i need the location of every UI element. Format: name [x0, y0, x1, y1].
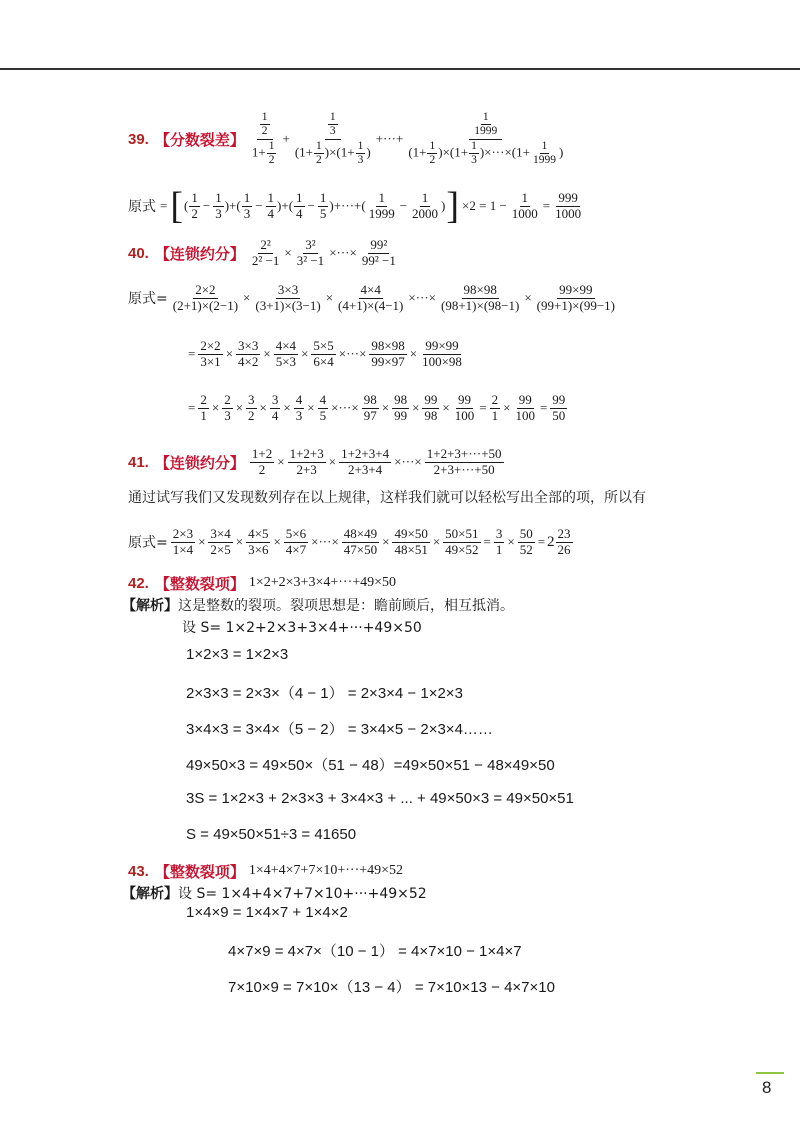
problem-40-line-1: 原式= $\frac{2\times 2}{(2+1)\times(2-1)}$ × $\frac{3\times 3}{(3+1)\times(3-1)}$ × $\frac{4\times 4}{(4+1)\times(4-1)}$ ×···× $\frac{98\times 98}{(98+1)\times(98-1)}$ × $\frac{99\times 99}{(99+1)\times(99-1)}$ [128, 281, 615, 313]
problem-tag: 【连锁约分】 [154, 453, 245, 472]
calc-line: 1×2×3 = 1×2×3 [186, 646, 289, 663]
page-content [122, 100, 748, 998]
problem-tag: 【整数裂项】 [154, 862, 245, 881]
problem-41-text: 通过试写我们又发现数列存在以上规律，这样我们就可以轻松写出全部的项，所以有 [128, 490, 646, 506]
problem-tag: 【整数裂项】 [154, 574, 245, 593]
calc-line: 7×10×9 = 7×10×（13 − 4） = 7×10×13 − 4×7×10 [228, 979, 555, 996]
problem-number: 42. [128, 574, 149, 592]
header-rule [0, 68, 800, 70]
problem-number: 40. [128, 244, 149, 262]
calc-line: 3S = 1×2×3 + 2×3×3 + 3×4×3 + ... + 49×50×3 = 49×50×51 [186, 790, 574, 807]
calc-line: 49×50×3 = 49×50×（51 − 48）=49×50×51 − 48×49×50 [186, 757, 555, 774]
problem-41-solution: 原式= $\frac{2\times 3}{1\times 4}$ × $\frac{3\times 4}{2\times 5}$ × $\frac{4\times 5}{3\times 6}$ × $\frac{5\times 6}{4\times 7}$ ×···× $\frac{48\times 49}{47\times 50}$ × $\frac{49\times 50}{48\times 51}$ × $\frac{50\times 51}{49\times 52}$ = $\frac{3}{1}$ × $\frac{50}{52}$ = 2 $\frac{23}{26}$ [128, 525, 571, 557]
problem-tag: 【分数裂差】 [154, 130, 245, 149]
problem-41-statement: 41. 【连锁约分】 $\frac{1+2}{2}$ × $\frac{1+2+3}{2+3}$ × $\frac{1+2+3+4}{2+3+4}$ ×···× $\frac{1+2+3+\cdot\cdot\cdot+50}{2+3+\cdot\cdot\cdot+50}$ [128, 445, 502, 477]
page-number: 8 [762, 1078, 772, 1097]
term-fraction: $\frac{1}{2}$ 1+ $\frac{1}{2}$ [251, 111, 275, 166]
problem-42-analysis: 【解析】 这是整数的裂项。裂项思想是：瞻前顾后，相互抵消。 [122, 598, 514, 614]
term-fraction: $\frac{1}{3}$ (1+ $\frac{1}{2}$ )×(1+ $\frac{1}{3}$ ) [294, 111, 371, 166]
problem-43-steps [186, 904, 748, 998]
problem-39-solution: 原式 = [ ( $\frac{1}{2}$ − $\frac{1}{3}$ )+( $\frac{1}{3}$ − $\frac{1}{4}$ )+( $\frac{1}{4}$ − $\frac{1}{5}$ )+···+( $\frac{1}{1999}$ − $\frac{1}{2000}$ ) ] ×2 = 1 − $\frac{1}{1000}$ = $\frac{999}{1000}$ [128, 185, 582, 227]
page-number-rule [756, 1072, 784, 1074]
calc-line: S = 49×50×51÷3 = 41650 [186, 826, 357, 843]
problem-39-statement: 39. 【分数裂差】 $\frac{1}{2}$ 1+ $\frac{1}{2}$ + $\frac{1}{3}$ (1+ $\frac{1}{2}$ )×(1+ $\frac{1}{3}$ ) +···+ $\frac{1}{1999}$ (1+ $\frac{1}{2}$ )×(1+ $\frac{1}{3}$ )×···×(1+ $\frac{1}{1999}$ ) [128, 111, 564, 166]
calc-line: 1×4×9 = 1×4×7 + 1×4×2 [186, 904, 348, 921]
problem-42-statement: 42. 【整数裂项】 1×2+2×3+3×4+···+49×50 [128, 574, 397, 593]
calc-line: 4×7×9 = 4×7×（10 − 1） = 4×7×10 − 1×4×7 [228, 943, 522, 960]
term-fraction: $\frac{1}{1999}$ (1+ $\frac{1}{2}$ )×(1+ $\frac{1}{3}$ )×···×(1+ $\frac{1}{1999}$ ) [408, 111, 564, 166]
calc-line: 2×3×3 = 2×3×（4 − 1） = 2×3×4 − 1×2×3 [186, 685, 463, 702]
problem-43-analysis: 【解析】 设 S= 1×4+4×7+7×10+···+49×52 [122, 886, 427, 902]
problem-42-steps [186, 646, 748, 848]
problem-40-line-3: = $\frac{2}{1}$ × $\frac{2}{3}$ × $\frac{3}{2}$ × $\frac{3}{4}$ × $\frac{4}{3}$ × $\frac{4}{5}$ ×···× $\frac{98}{97}$ × $\frac{98}{99}$ × $\frac{99}{98}$ × $\frac{99}{100}$ = $\frac{2}{1}$ × $\frac{99}{100}$ = $\frac{99}{50}$ [188, 391, 566, 423]
calc-line: 3×4×3 = 3×4×（5 − 2） = 3×4×5 − 2×3×4…… [186, 721, 493, 738]
problem-40-statement: 40. 【连锁约分】 $\frac{\text{2²}}{\text{2² −1}}$ × $\frac{\text{3²}}{\text{3² −1}}$ ×···× $\frac{\text{99²}}{\text{99² −1}}$ [128, 236, 396, 268]
problem-43-statement: 43. 【整数裂项】 1×4+4×7+7×10+···+49×52 [128, 862, 404, 881]
problem-42-set: 设 S= 1×2+2×3+3×4+···+49×50 [182, 620, 422, 636]
problem-tag: 【连锁约分】 [154, 244, 245, 263]
problem-number: 41. [128, 453, 149, 471]
problem-40-line-2: = $\frac{2\times 2}{3\times 1}$ × $\frac{3\times 3}{4\times 2}$ × $\frac{4\times 4}{5\times 3}$ × $\frac{5\times 5}{6\times 4}$ ×···× $\frac{98\times 98}{99\times 97}$ × $\frac{99\times 99}{100\times 98}$ [188, 337, 462, 369]
problem-number: 39. [128, 130, 149, 148]
problem-number: 43. [128, 862, 149, 880]
